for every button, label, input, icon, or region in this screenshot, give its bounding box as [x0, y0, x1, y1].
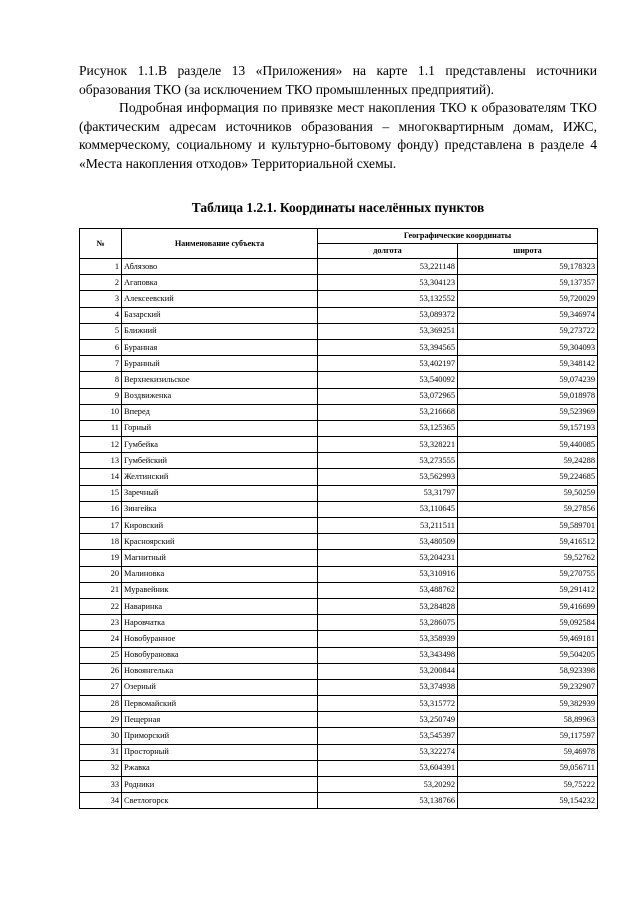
row-number: 20: [80, 566, 122, 582]
table-body: [80, 259, 598, 809]
row-number: 34: [80, 793, 122, 809]
row-longitude: 53,200844: [318, 663, 458, 679]
row-number: 31: [80, 744, 122, 760]
row-longitude: 53,562993: [318, 469, 458, 485]
row-subject-name: Муравейник: [122, 582, 318, 598]
row-subject-name: Родники: [122, 777, 318, 793]
table-row: [80, 485, 598, 501]
row-number: 1: [80, 259, 122, 275]
row-number: 17: [80, 518, 122, 534]
row-subject-name: Приморский: [122, 728, 318, 744]
row-subject-name: Ржавка: [122, 760, 318, 776]
table-row: [80, 291, 598, 307]
row-longitude: 53,394565: [318, 339, 458, 355]
table-row: [80, 323, 598, 339]
table-row: [80, 647, 598, 663]
row-longitude: 53,221148: [318, 259, 458, 275]
row-number: 26: [80, 663, 122, 679]
row-latitude: 59,291412: [458, 582, 598, 598]
row-number: 12: [80, 437, 122, 453]
row-longitude: 53,369251: [318, 323, 458, 339]
row-latitude: 59,504205: [458, 647, 598, 663]
table-row: [80, 372, 598, 388]
table-row: [80, 663, 598, 679]
table-row: [80, 631, 598, 647]
row-latitude: 59,50259: [458, 485, 598, 501]
header-latitude: широта: [458, 244, 598, 259]
row-number: 3: [80, 291, 122, 307]
row-number: 32: [80, 760, 122, 776]
row-latitude: 59,270755: [458, 566, 598, 582]
header-geo-coordinates: Географические координаты: [318, 229, 598, 244]
row-subject-name: Новобурановка: [122, 647, 318, 663]
row-number: 10: [80, 404, 122, 420]
row-number: 27: [80, 679, 122, 695]
row-longitude: 53,089372: [318, 307, 458, 323]
row-subject-name: Магнитный: [122, 550, 318, 566]
row-number: 21: [80, 582, 122, 598]
row-longitude: 53,132552: [318, 291, 458, 307]
row-latitude: 59,24288: [458, 453, 598, 469]
row-number: 18: [80, 534, 122, 550]
row-latitude: 59,469181: [458, 631, 598, 647]
row-latitude: 59,056711: [458, 760, 598, 776]
row-subject-name: Наваринка: [122, 598, 318, 614]
row-number: 28: [80, 696, 122, 712]
table-row: [80, 518, 598, 534]
row-latitude: 59,416512: [458, 534, 598, 550]
header-longitude: долгота: [318, 244, 458, 259]
table-row: [80, 550, 598, 566]
row-longitude: 53,138766: [318, 793, 458, 809]
row-latitude: 59,27856: [458, 501, 598, 517]
row-latitude: 59,523969: [458, 404, 598, 420]
row-longitude: 53,284828: [318, 598, 458, 614]
table-row: [80, 534, 598, 550]
row-longitude: 53,310916: [318, 566, 458, 582]
row-subject-name: Верхнекизильское: [122, 372, 318, 388]
row-subject-name: Кировский: [122, 518, 318, 534]
row-subject-name: Гумбейский: [122, 453, 318, 469]
row-subject-name: Буранная: [122, 339, 318, 355]
row-subject-name: Ближний: [122, 323, 318, 339]
row-longitude: 53,604391: [318, 760, 458, 776]
row-latitude: 59,589701: [458, 518, 598, 534]
row-longitude: 53,480509: [318, 534, 458, 550]
row-latitude: 59,440085: [458, 437, 598, 453]
row-number: 29: [80, 712, 122, 728]
row-longitude: 53,488762: [318, 582, 458, 598]
row-longitude: 53,250749: [318, 712, 458, 728]
row-number: 7: [80, 356, 122, 372]
row-subject-name: Базарский: [122, 307, 318, 323]
row-number: 15: [80, 485, 122, 501]
row-latitude: 58,89963: [458, 712, 598, 728]
table-row: [80, 793, 598, 809]
table-row: [80, 388, 598, 404]
row-number: 6: [80, 339, 122, 355]
row-subject-name: Желтинский: [122, 469, 318, 485]
row-subject-name: Заречный: [122, 485, 318, 501]
row-subject-name: Просторный: [122, 744, 318, 760]
row-latitude: 59,117597: [458, 728, 598, 744]
table-row: [80, 777, 598, 793]
row-subject-name: Малиновка: [122, 566, 318, 582]
table-row: [80, 469, 598, 485]
row-number: 23: [80, 615, 122, 631]
table-row: [80, 744, 598, 760]
row-longitude: 53,322274: [318, 744, 458, 760]
table-row: [80, 259, 598, 275]
row-longitude: 53,358939: [318, 631, 458, 647]
row-latitude: 59,348142: [458, 356, 598, 372]
row-latitude: 59,46978: [458, 744, 598, 760]
row-subject-name: Красноярский: [122, 534, 318, 550]
table-row: [80, 696, 598, 712]
header-number: №: [80, 229, 122, 259]
row-number: 9: [80, 388, 122, 404]
table-row: [80, 453, 598, 469]
row-number: 30: [80, 728, 122, 744]
table-row: [80, 420, 598, 436]
row-subject-name: Гумбейка: [122, 437, 318, 453]
coordinates-table: [79, 228, 598, 809]
table-row: [80, 598, 598, 614]
table-row: [80, 760, 598, 776]
row-latitude: 59,224685: [458, 469, 598, 485]
row-longitude: 53,31797: [318, 485, 458, 501]
row-longitude: 53,315772: [318, 696, 458, 712]
row-number: 33: [80, 777, 122, 793]
row-number: 14: [80, 469, 122, 485]
row-subject-name: Новобуранное: [122, 631, 318, 647]
row-latitude: 59,092584: [458, 615, 598, 631]
row-latitude: 59,75222: [458, 777, 598, 793]
row-longitude: 53,211511: [318, 518, 458, 534]
row-number: 5: [80, 323, 122, 339]
row-subject-name: Озерный: [122, 679, 318, 695]
row-number: 19: [80, 550, 122, 566]
row-longitude: 53,125365: [318, 420, 458, 436]
row-latitude: 59,52762: [458, 550, 598, 566]
row-number: 16: [80, 501, 122, 517]
row-number: 13: [80, 453, 122, 469]
row-latitude: 59,304093: [458, 339, 598, 355]
row-latitude: 59,137357: [458, 275, 598, 291]
row-latitude: 59,382939: [458, 696, 598, 712]
row-subject-name: Наровчатка: [122, 615, 318, 631]
row-longitude: 53,545397: [318, 728, 458, 744]
row-longitude: 53,204231: [318, 550, 458, 566]
table-row: [80, 339, 598, 355]
row-latitude: 59,720029: [458, 291, 598, 307]
row-longitude: 53,072965: [318, 388, 458, 404]
table-row: [80, 275, 598, 291]
row-subject-name: Аблязово: [122, 259, 318, 275]
row-subject-name: Агаповка: [122, 275, 318, 291]
row-subject-name: Светлогорск: [122, 793, 318, 809]
row-subject-name: Пещерная: [122, 712, 318, 728]
row-latitude: 59,074239: [458, 372, 598, 388]
row-subject-name: Новоянгелька: [122, 663, 318, 679]
row-longitude: 53,304123: [318, 275, 458, 291]
row-longitude: 53,540092: [318, 372, 458, 388]
intro-text: [79, 62, 597, 174]
row-longitude: 53,286075: [318, 615, 458, 631]
table-title: Таблица 1.2.1. Координаты населённых пунктов: [191, 200, 485, 215]
table-row: [80, 307, 598, 323]
row-number: 4: [80, 307, 122, 323]
table-row: [80, 566, 598, 582]
table-row: [80, 679, 598, 695]
row-longitude: 53,328221: [318, 437, 458, 453]
row-subject-name: Буранный: [122, 356, 318, 372]
row-number: 25: [80, 647, 122, 663]
row-latitude: 59,346974: [458, 307, 598, 323]
row-subject-name: Алексеевский: [122, 291, 318, 307]
table-row: [80, 356, 598, 372]
table-row: [80, 582, 598, 598]
row-number: 22: [80, 598, 122, 614]
row-number: 8: [80, 372, 122, 388]
table-row: [80, 404, 598, 420]
table-row: [80, 728, 598, 744]
table-row: [80, 712, 598, 728]
table-row: [80, 615, 598, 631]
row-subject-name: Горный: [122, 420, 318, 436]
row-latitude: 59,232907: [458, 679, 598, 695]
row-longitude: 53,216668: [318, 404, 458, 420]
row-number: 11: [80, 420, 122, 436]
row-latitude: 59,018978: [458, 388, 598, 404]
row-number: 24: [80, 631, 122, 647]
row-longitude: 53,374938: [318, 679, 458, 695]
row-latitude: 59,154232: [458, 793, 598, 809]
row-latitude: 59,416699: [458, 598, 598, 614]
row-latitude: 59,273722: [458, 323, 598, 339]
row-latitude: 58,923398: [458, 663, 598, 679]
row-number: 2: [80, 275, 122, 291]
intro-paragraph-1: Рисунок 1.1.В разделе 13 «Приложения» на карте 1.1 представлены источники образования ТКО (за исключением ТКО промышленных предприятий).: [79, 63, 597, 97]
row-subject-name: Вперед: [122, 404, 318, 420]
row-longitude: 53,110645: [318, 501, 458, 517]
table-row: [80, 501, 598, 517]
row-longitude: 53,20292: [318, 777, 458, 793]
row-latitude: 59,178323: [458, 259, 598, 275]
row-latitude: 59,157193: [458, 420, 598, 436]
row-subject-name: Воздвиженка: [122, 388, 318, 404]
row-longitude: 53,343498: [318, 647, 458, 663]
header-subject-name: Наименование субъекта: [122, 229, 318, 259]
row-subject-name: Зингейка: [122, 501, 318, 517]
row-longitude: 53,402197: [318, 356, 458, 372]
intro-paragraph-2: Подробная информация по привязке мест накопления ТКО к образователям ТКО (фактическим адресам источников образования – многоквартирным домам, ИЖС, коммерческому, социальному и культурно-бытовому фонду) представлена в разделе 4 «Места накопления отходов» Территориальной схемы.: [79, 100, 597, 171]
row-subject-name: Первомайский: [122, 696, 318, 712]
row-longitude: 53,273555: [318, 453, 458, 469]
table-row: [80, 437, 598, 453]
